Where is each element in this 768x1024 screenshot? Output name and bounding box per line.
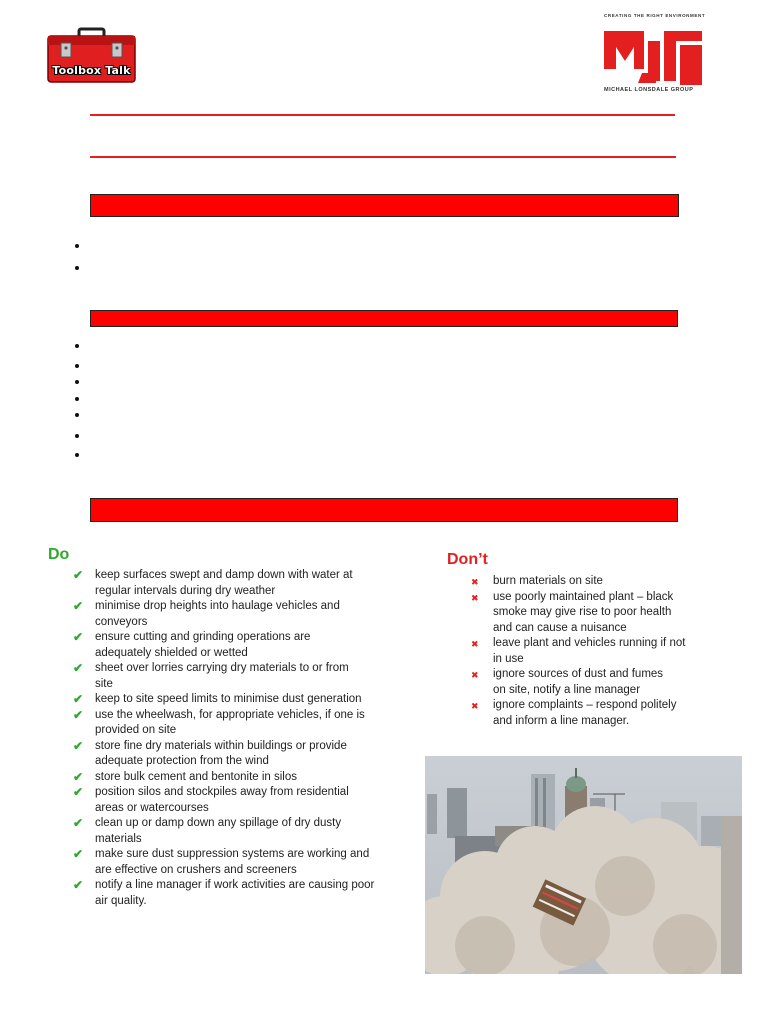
list-item	[73, 754, 403, 770]
list-item	[471, 714, 731, 730]
bullet	[75, 413, 79, 417]
list-item	[471, 621, 731, 637]
list-item	[73, 894, 403, 910]
list-item-text: on site, notify a line manager	[493, 683, 641, 696]
list-item	[73, 568, 403, 584]
list-item	[73, 723, 403, 739]
list-item	[471, 636, 731, 652]
toolbox-talk-label: Toolbox Talk	[52, 64, 131, 77]
list-item	[73, 708, 403, 724]
bullet	[75, 434, 79, 438]
list-item-text: use poorly maintained plant – black	[493, 590, 674, 603]
list-item-text: are effective on crushers and screeners	[95, 863, 297, 876]
bullet	[75, 344, 79, 348]
cross-icon: ✖	[471, 639, 479, 649]
list-item-text: smoke may give rise to poor health	[493, 606, 672, 618]
list-item	[73, 801, 403, 817]
section-bar-3	[90, 498, 678, 522]
list-item-text: conveyors	[95, 615, 148, 628]
list-item-text: materials	[95, 832, 142, 845]
list-item-text: position silos and stockpiles away from residential	[95, 786, 349, 798]
bullet	[75, 266, 79, 270]
list-item-text: notify a line manager if work activities are causing poor	[95, 879, 375, 891]
list-item-text: keep to site speed limits to minimise dust generation	[95, 693, 362, 705]
list-item	[73, 832, 403, 848]
list-item	[73, 615, 403, 631]
bullet	[75, 397, 79, 401]
check-icon: ✔	[73, 692, 84, 706]
toolbox-talk-logo	[47, 27, 136, 83]
mlg-mark-icon	[604, 29, 702, 85]
list-item	[73, 677, 403, 693]
list-item	[73, 785, 403, 801]
list-item	[73, 599, 403, 615]
list-item-text: keep surfaces swept and damp down with water at	[95, 569, 353, 581]
list-item	[471, 667, 731, 683]
dont-heading: Don’t	[447, 551, 488, 568]
list-item	[73, 739, 403, 755]
list-item	[73, 646, 403, 662]
check-icon: ✔	[73, 707, 84, 722]
bullet	[75, 364, 79, 368]
list-item-text: areas or watercourses	[95, 801, 209, 814]
list-item	[73, 692, 403, 708]
cross-icon: ✖	[471, 577, 479, 587]
list-item	[73, 863, 403, 879]
list-item	[73, 847, 403, 863]
do-list	[73, 568, 403, 909]
list-item	[471, 698, 731, 714]
check-icon: ✔	[73, 599, 84, 613]
list-item	[471, 605, 731, 621]
bullet	[75, 453, 79, 457]
check-icon: ✔	[73, 630, 84, 644]
list-item-text: store bulk cement and bentonite in silos	[95, 770, 298, 783]
title-rule-bottom	[90, 156, 676, 158]
list-item-text: use the wheelwash, for appropriate vehicles, if one is	[95, 708, 365, 721]
list-item-text: in use	[493, 652, 524, 665]
list-item	[471, 683, 731, 699]
check-icon: ✔	[73, 878, 84, 892]
demolition-dust-photo	[425, 756, 742, 974]
list-item	[471, 652, 731, 668]
list-item-text: adequate protection from the wind	[95, 755, 269, 767]
dont-list	[471, 574, 731, 729]
list-item-text: clean up or damp down any spillage of dry dusty	[95, 817, 342, 829]
list-item-text: and inform a line manager.	[493, 714, 630, 727]
list-item-text: ensure cutting and grinding operations are	[95, 631, 311, 643]
list-item-text: store fine dry materials within buildings or provide	[95, 739, 347, 752]
check-icon: ✔	[73, 738, 84, 753]
check-icon: ✔	[73, 769, 84, 784]
check-icon: ✔	[73, 816, 84, 830]
check-icon: ✔	[73, 568, 84, 582]
list-item	[73, 878, 403, 894]
list-item	[471, 590, 731, 606]
check-icon: ✔	[73, 785, 84, 799]
list-item-text: and can cause a nuisance	[493, 621, 627, 634]
list-item-text: ignore sources of dust and fumes	[493, 668, 664, 680]
list-item-text: site	[95, 677, 113, 690]
list-item	[73, 770, 403, 786]
list-item	[73, 816, 403, 832]
check-icon: ✔	[73, 847, 84, 861]
list-item	[73, 584, 403, 600]
list-item-text: regular intervals during dry weather	[95, 584, 276, 597]
list-item-text: ignore complaints – respond politely	[493, 699, 677, 711]
logo-tagline: CREATING THE RIGHT ENVIRONMENT	[604, 13, 706, 18]
list-item-text: provided on site	[95, 724, 177, 736]
list-item-text: minimise drop heights into haulage vehicles and	[95, 600, 340, 612]
list-item	[471, 574, 731, 590]
list-item-text: sheet over lorries carrying dry materials to or from	[95, 662, 349, 674]
section-bar-1	[90, 194, 679, 217]
section-bar-2	[90, 310, 678, 327]
do-heading: Do	[48, 546, 70, 563]
cross-icon: ✖	[471, 670, 479, 680]
cross-icon: ✖	[471, 592, 479, 603]
bullet	[75, 380, 79, 384]
list-item	[73, 661, 403, 677]
michael-lonsdale-logo	[604, 13, 706, 95]
bullet	[75, 244, 79, 248]
list-item-text: burn materials on site	[493, 575, 603, 587]
check-icon: ✔	[73, 661, 84, 675]
list-item-text: air quality.	[95, 894, 147, 907]
list-item-text: leave plant and vehicles running if not	[493, 637, 686, 649]
logo-company-name: MICHAEL LONSDALE GROUP	[604, 87, 694, 93]
cross-icon: ✖	[471, 701, 479, 711]
list-item-text: make sure dust suppression systems are working and	[95, 848, 370, 860]
list-item	[73, 630, 403, 646]
list-item-text: adequately shielded or wetted	[95, 646, 248, 659]
title-rule-top	[90, 114, 675, 116]
